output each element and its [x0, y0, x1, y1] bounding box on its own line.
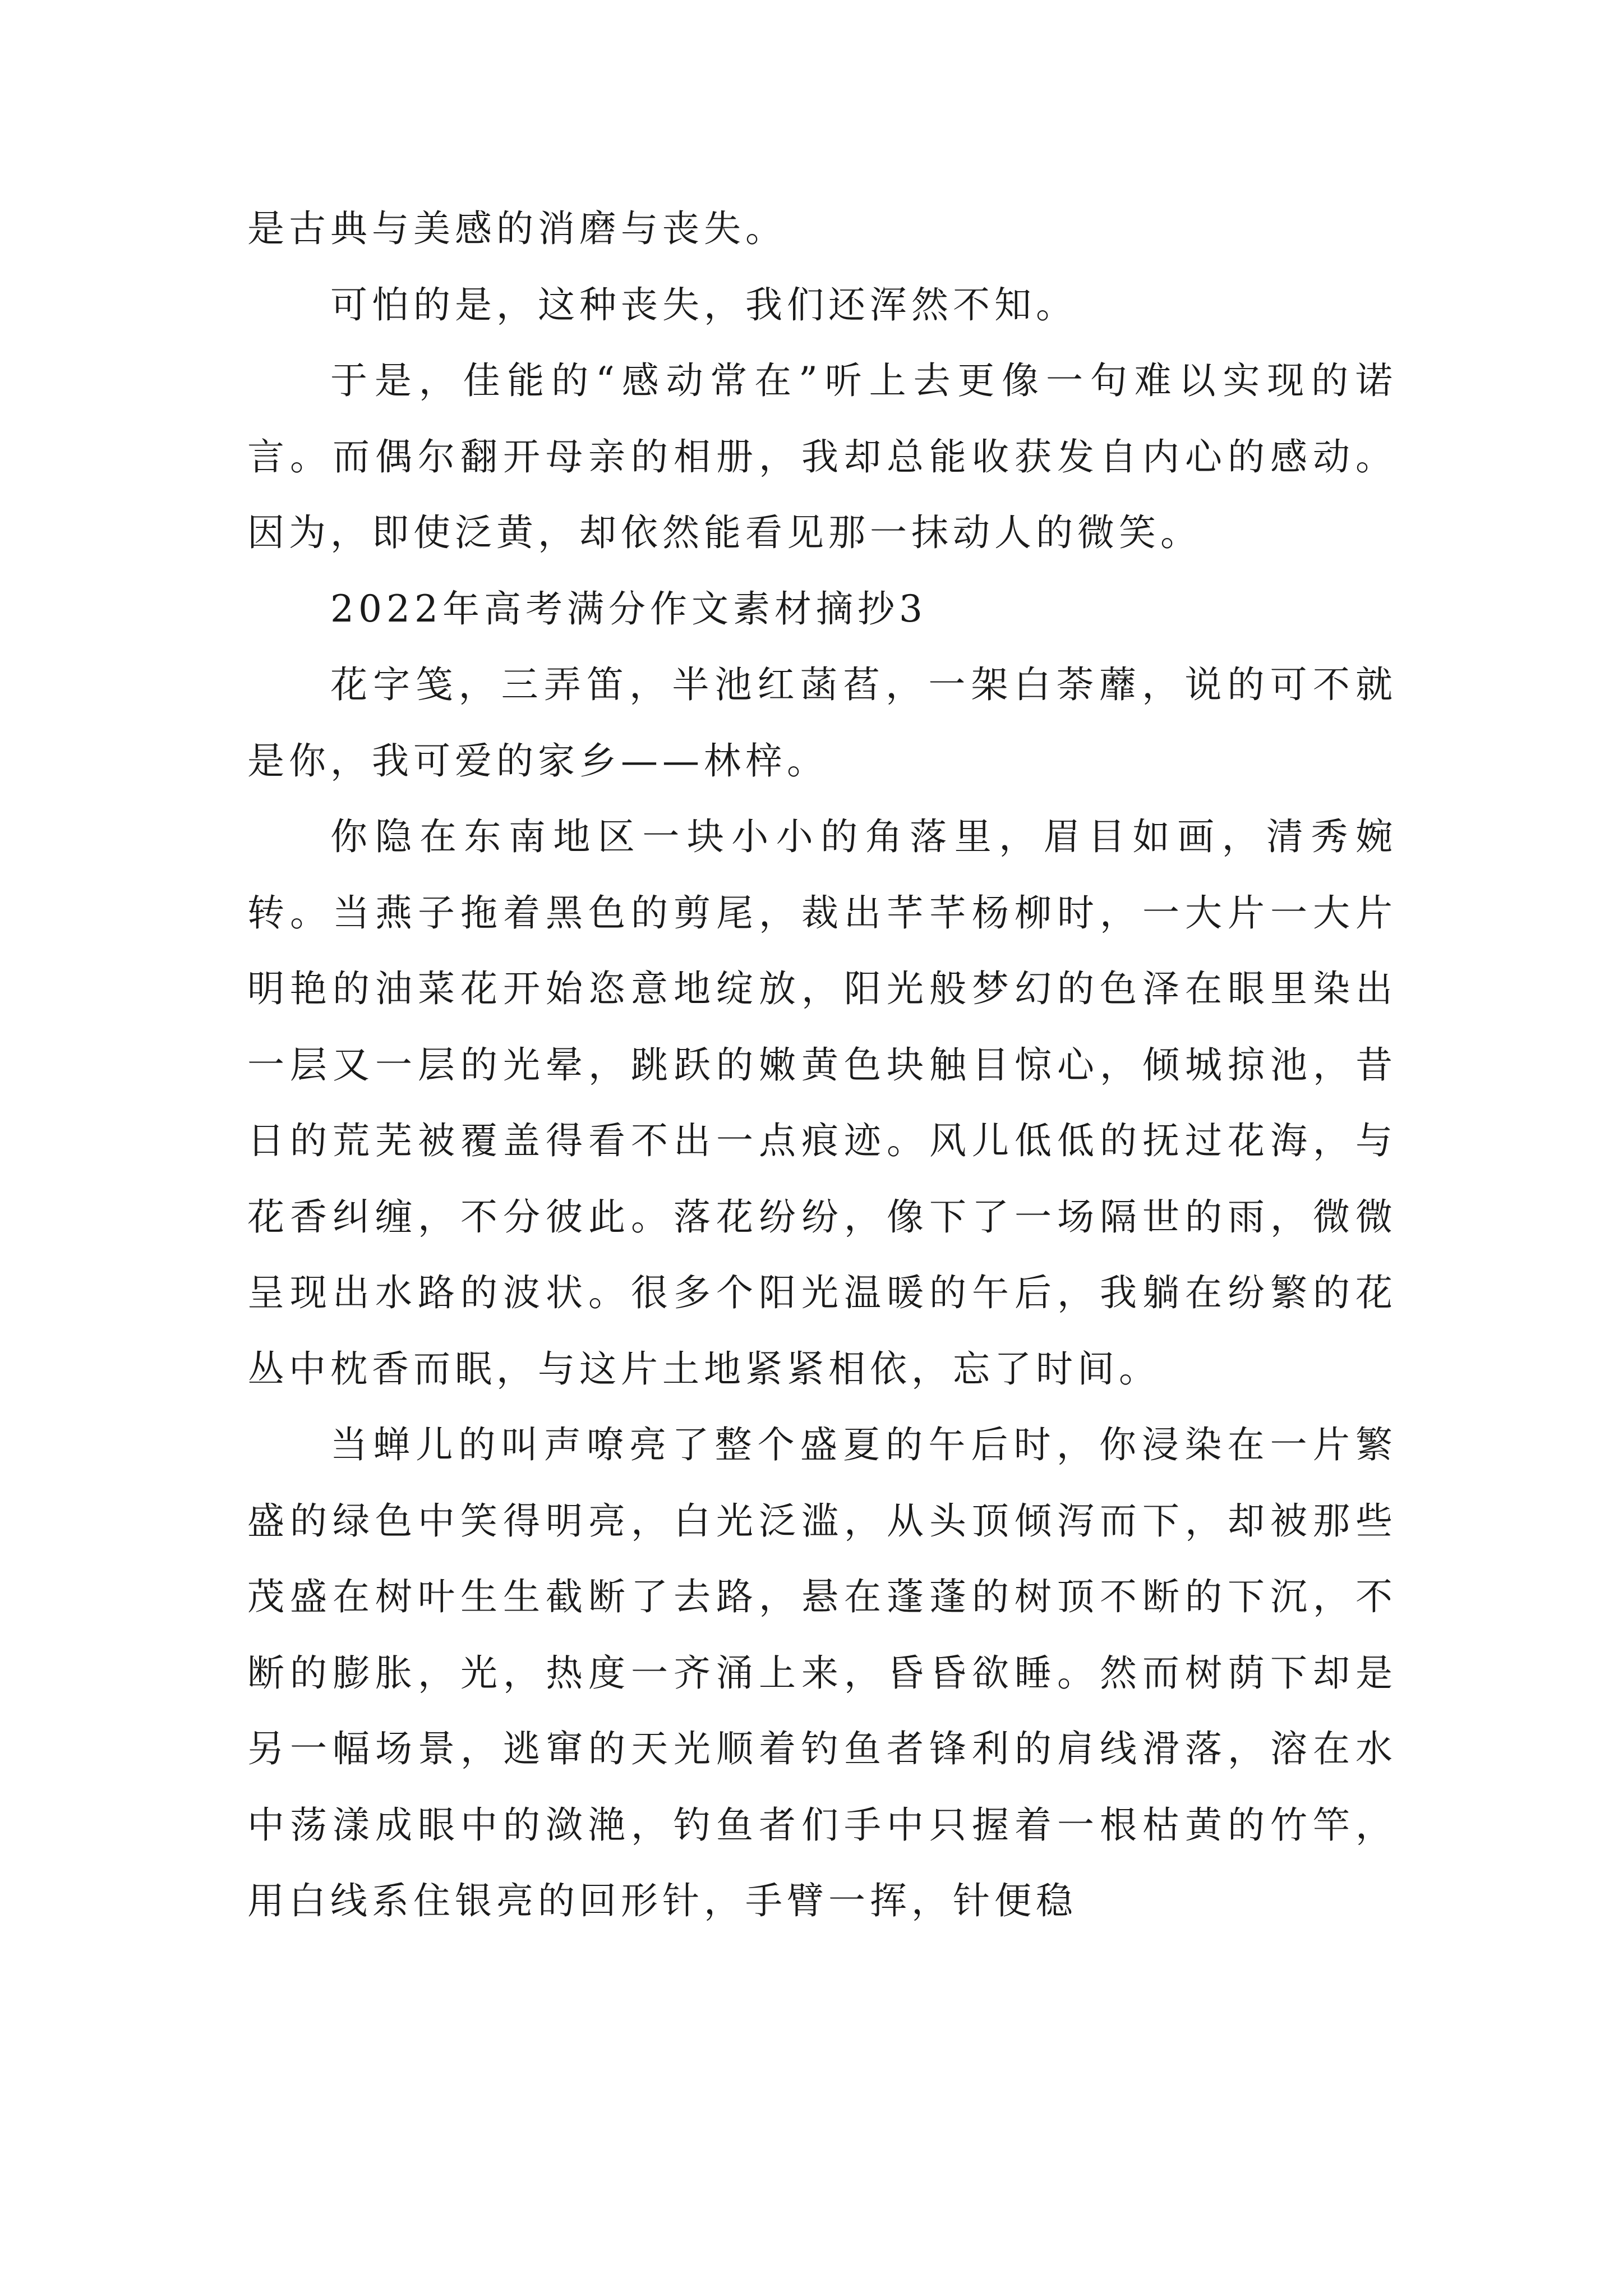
paragraph: 你隐在东南地区一块小小的角落里，眉目如画，清秀婉转。当燕子拖着黑色的剪尾，裁出芊芊杨柳时，一大片一大片明艳的油菜花开始恣意地绽放，阳光般梦幻的色泽在眼里染出一层又一层的光晕，跳跃的嫩黄色块触目惊心，倾城掠池，昔日的荒芜被覆盖得看不出一点痕迹。风儿低低的抚过花海，与花香纠缠，不分彼此。落花纷纷，像下了一场隔世的雨，微微呈现出水路的波状。很多个阳光温暖的午后，我躺在纷繁的花丛中枕香而眠，与这片土地紧紧相依，忘了时间。	[247, 815, 1397, 1391]
section-heading: 2022年高考满分作文素材摘抄3	[330, 587, 927, 631]
paragraph: 当蝉儿的叫声嘹亮了整个盛夏的午后时，你浸染在一片繁盛的绿色中笑得明亮，白光泛滥，从头顶倾泻而下，却被那些茂盛在树叶生生截断了去路，悬在蓬蓬的树顶不断的下沉，不断的膨胀，光，热度一齐涌上来，昏昏欲睡。然而树荫下却是另一幅场景，逃窜的天光顺着钓鱼者锋利的肩线滑落，溶在水中荡漾成眼中的潋滟，钓鱼者们手中只握着一根枯黄的竹竿，用白线系住银亮的回形针，手臂一挥，针便稳	[247, 1423, 1397, 1922]
paragraph: 可怕的是，这种丧失，我们还浑然不知。	[330, 283, 1077, 326]
paragraph: 花字笺，三弄笛，半池红菡萏，一架白荼蘼，说的可不就是你，我可爱的家乡——林梓。	[247, 663, 1397, 783]
paragraph-continued: 是古典与美感的消磨与丧失。	[247, 207, 787, 250]
document-body	[247, 191, 1397, 1939]
paragraph: 于是，佳能的“感动常在”听上去更像一句难以实现的诺言。而偶尔翻开母亲的相册，我却总能收获发自内心的感动。因为，即使泛黄，却依然能看见那一抹动人的微笑。	[247, 359, 1397, 554]
